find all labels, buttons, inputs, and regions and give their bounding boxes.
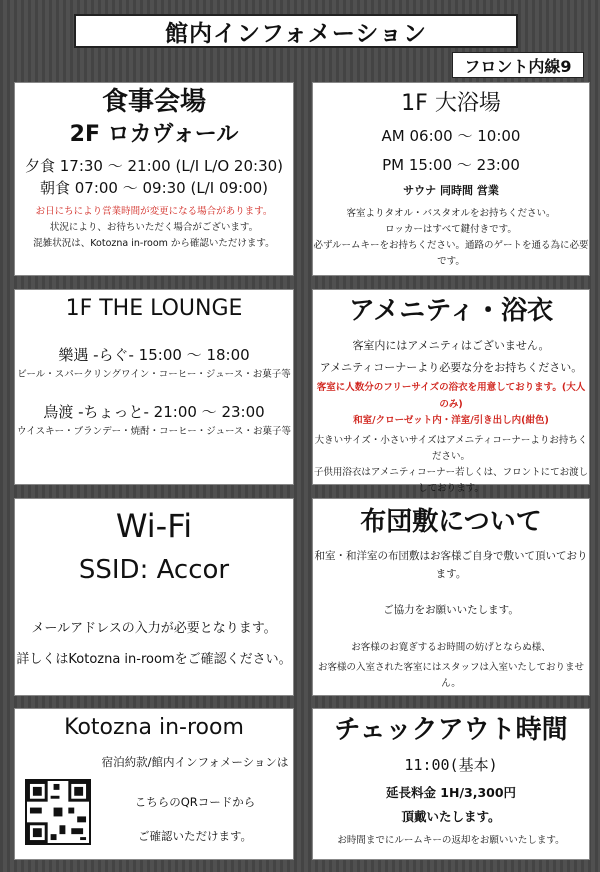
lounge-card [14, 289, 294, 485]
bath-am-hours: AM 06:00 ～ 10:00 [381, 127, 521, 146]
front-desk-extension: フロント内線9 [452, 52, 584, 78]
futon-line-4: お客様の入室された客室にはスタッフは入室いたしておりません。 [317, 661, 584, 689]
wifi-title: Wi-Fi [115, 507, 193, 545]
amenity-line-2: アメニティコーナーより必要な分をお持ちください。 [319, 360, 583, 374]
kotozna-title: Kotozna in-room [64, 715, 244, 740]
checkout-time: 11:00(基本) [404, 756, 498, 775]
lounge-title: 1F THE LOUNGE [65, 296, 243, 321]
dining-venue: 2F ロカヴォール [69, 122, 239, 148]
lounge-item-1: 樂遇 -らぐ- 15:00 ～ 18:00 [58, 346, 250, 365]
lounge-item-2-desc: ウイスキー・ブランデー・焼酎・コーヒー・ジュース・お菓子等 [16, 425, 292, 437]
amenity-card [312, 289, 590, 495]
checkout-note: お時間までにルームキーの返却をお願いいたします。 [337, 834, 565, 846]
dining-note-red: お日にちにより営業時間が変更になる場合があります。 [35, 205, 273, 217]
extension-fee: 延長料金 1H/3,300円 [385, 784, 517, 800]
amenity-note-2: 子供用浴衣はアメニティコーナー若しくは、フロントにてお渡ししております。 [313, 467, 589, 495]
wifi-line-2: 詳しくはKotozna in-roomをご確認ください。 [16, 651, 292, 667]
breakfast-hours: 朝食 07:00 ～ 09:30 (L/I 09:00) [39, 179, 269, 198]
dining-card [14, 82, 294, 276]
bath-note-2: ロッカーはすべて鍵付きです。 [385, 224, 517, 236]
dining-note-1: 状況により、お待ちいただく場合がございます。 [49, 221, 259, 233]
kotozna-line-3: ご確認いただけます。 [137, 829, 253, 843]
bath-pm-hours: PM 15:00 ～ 23:00 [382, 155, 520, 174]
amenity-line-1: 客室内にはアメニティはございません。 [352, 339, 550, 353]
checkout-card [312, 708, 590, 860]
futon-line-1: 和室・和洋室の布団敷はお客様ご自身で敷いて頂いております。 [314, 550, 588, 581]
futon-line-3: お客様のお寛ぎするお時間の妨げとならぬ様、 [351, 641, 551, 653]
amenity-red-1: 客室に人数分のフリーサイズの浴衣を用意しております。(大人のみ) [316, 382, 586, 410]
futon-card [312, 498, 590, 696]
dining-note-2: 混雑状況は、Kotozna in-room から確認いただけます。 [33, 237, 275, 249]
bath-card [312, 82, 590, 276]
kotozna-card [14, 708, 294, 860]
futon-line-2: ご協力をお願いいたします。 [383, 603, 519, 616]
lounge-item-1-desc: ビール・スパークリングワイン・コーヒー・ジュース・お菓子等 [17, 368, 291, 380]
amenity-title: アメニティ・浴衣 [348, 296, 554, 326]
kotozna-line-2: こちらのQRコードから [134, 795, 256, 809]
checkout-title: チェックアウト時間 [334, 715, 568, 745]
amenity-note-1: 大きいサイズ・小さいサイズはアメニティコーナーよりお持ちください。 [314, 434, 588, 462]
kotozna-line-1: 宿泊約款/館内インフォメーションは [101, 755, 289, 769]
bath-note-1: 客室よりタオル・バスタオルをお持ちください。 [346, 207, 556, 219]
wifi-ssid: SSID: Accor [78, 555, 230, 585]
sauna-hours: サウナ 同時間 営業 [403, 184, 499, 198]
futon-title: 布団敷について [360, 507, 542, 537]
lounge-item-2: 鳥渡 -ちょっと- 21:00 ～ 23:00 [43, 403, 265, 422]
dinner-hours: 夕食 17:30 ～ 21:00 (L/I L/O 20:30) [24, 156, 284, 175]
checkout-line-1: 頂戴いたします。 [401, 808, 501, 824]
bath-note-3: 必ずルームキーをお持ちください。通路のゲートを通る為に必要です。 [313, 240, 589, 268]
wifi-card [14, 498, 294, 696]
amenity-red-2: 和室/クローゼット内・洋室/引き出し内(紺色) [353, 414, 549, 426]
wifi-line-1: メールアドレスの入力が必要となります。 [31, 621, 277, 636]
qr-code-icon[interactable] [25, 779, 91, 845]
dining-title: 食事会場 [101, 87, 206, 117]
page-title: 館内インフォメーション [74, 14, 518, 48]
bath-title: 1F 大浴場 [401, 91, 501, 116]
